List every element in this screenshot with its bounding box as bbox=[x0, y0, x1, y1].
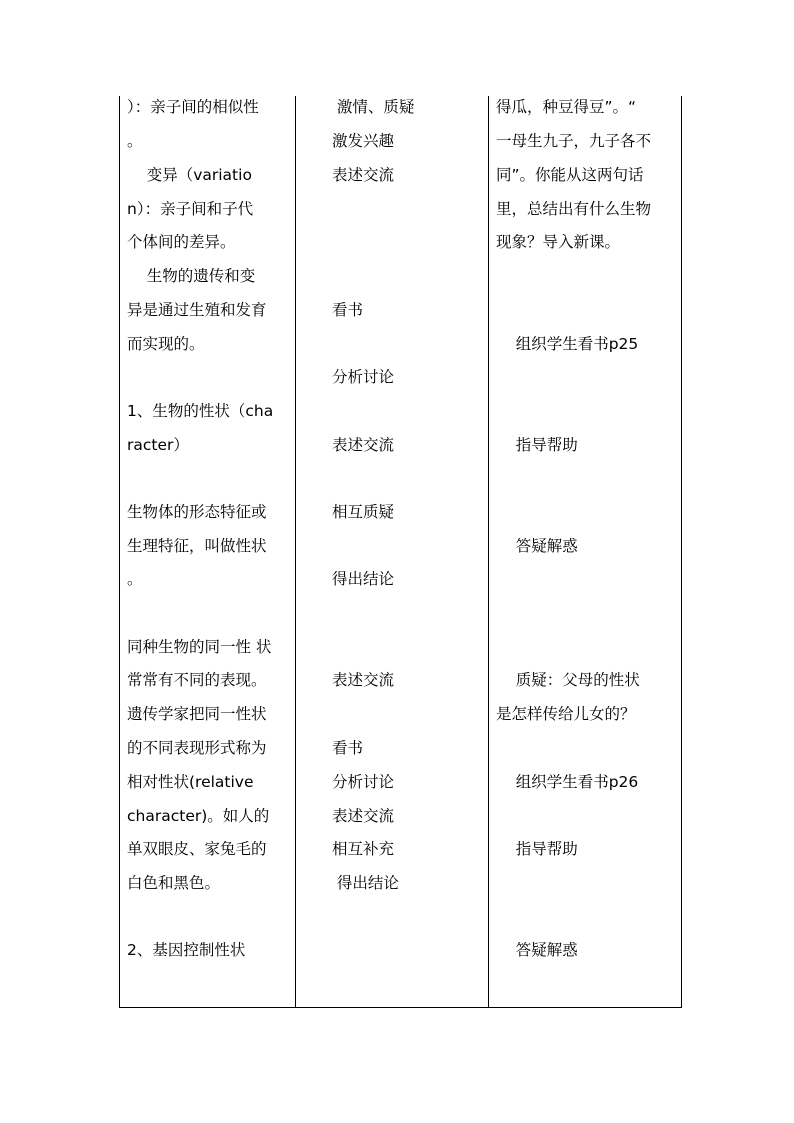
content-line: 常常有不同的表现。 bbox=[127, 671, 267, 689]
content-line: 1、生物的性状（cha bbox=[127, 402, 274, 420]
teacher-line: 组织学生看书p25 bbox=[496, 335, 639, 353]
activity-line: 激情、质疑 bbox=[332, 98, 415, 116]
content-line: 白色和黑色。 bbox=[127, 874, 221, 892]
activity-line: 激发兴趣 bbox=[332, 132, 395, 150]
column-divider-2 bbox=[488, 96, 489, 1007]
teacher-line: 组织学生看书p26 bbox=[496, 773, 639, 791]
content-line: 2、基因控制性状 bbox=[127, 941, 246, 959]
content-line: 的不同表现形式称为 bbox=[127, 739, 267, 757]
content-line: 生物体的形态特征或 bbox=[127, 503, 267, 521]
content-line: 生理特征，叫做性状 bbox=[127, 537, 267, 555]
content-line: 单双眼皮、家兔毛的 bbox=[127, 840, 267, 858]
activity-line: 得出结论 bbox=[332, 570, 395, 588]
column-divider-1 bbox=[295, 96, 296, 1007]
teacher-line: 里，总结出有什么生物 bbox=[496, 200, 652, 218]
content-line: character)。如人的 bbox=[127, 807, 270, 825]
teacher-line: 指导帮助 bbox=[496, 436, 578, 454]
content-line: 。 bbox=[127, 570, 143, 588]
content-line: 同种生物的同一性 状 bbox=[127, 638, 272, 656]
activity-line: 看书 bbox=[332, 739, 364, 757]
activity-line: 表述交流 bbox=[332, 671, 395, 689]
activity-line: 看书 bbox=[332, 301, 364, 319]
teacher-line: 现象？导入新课。 bbox=[496, 233, 621, 251]
activity-line: 相互质疑 bbox=[332, 503, 395, 521]
content-line: 相对性状(relative bbox=[127, 773, 254, 791]
activity-line: 表述交流 bbox=[332, 166, 395, 184]
teacher-line: 得瓜，种豆得豆”。“ bbox=[496, 98, 637, 116]
activity-line: 分析讨论 bbox=[332, 368, 395, 386]
content-line: 。 bbox=[127, 132, 143, 150]
content-line: n）：亲子间和子代 bbox=[127, 200, 254, 218]
teacher-line: 质疑：父母的性状 bbox=[496, 671, 640, 689]
activity-line: 表述交流 bbox=[332, 807, 395, 825]
teacher-line: 一母生九子，九子各不 bbox=[496, 132, 652, 150]
activity-line: 分析讨论 bbox=[332, 773, 395, 791]
content-line: 生物的遗传和变 bbox=[127, 267, 256, 285]
activity-line: 表述交流 bbox=[332, 436, 395, 454]
activity-line: 得出结论 bbox=[332, 874, 399, 892]
content-line: racter） bbox=[127, 436, 189, 454]
content-line: 遗传学家把同一性状 bbox=[127, 705, 267, 723]
teacher-line: 同”。你能从这两句话 bbox=[496, 166, 644, 184]
content-line: 异是通过生殖和发育 bbox=[127, 301, 267, 319]
content-line: ）：亲子间的相似性 bbox=[127, 98, 259, 116]
teacher-line: 答疑解惑 bbox=[496, 537, 578, 555]
content-line: 个体间的差异。 bbox=[127, 233, 236, 251]
teacher-line: 是怎样传给儿女的？ bbox=[496, 705, 636, 723]
teacher-line: 答疑解惑 bbox=[496, 941, 578, 959]
content-line: 而实现的。 bbox=[127, 335, 205, 353]
content-line: 变异（variatio bbox=[127, 166, 252, 184]
activity-line: 相互补充 bbox=[332, 840, 395, 858]
teacher-line: 指导帮助 bbox=[496, 840, 578, 858]
